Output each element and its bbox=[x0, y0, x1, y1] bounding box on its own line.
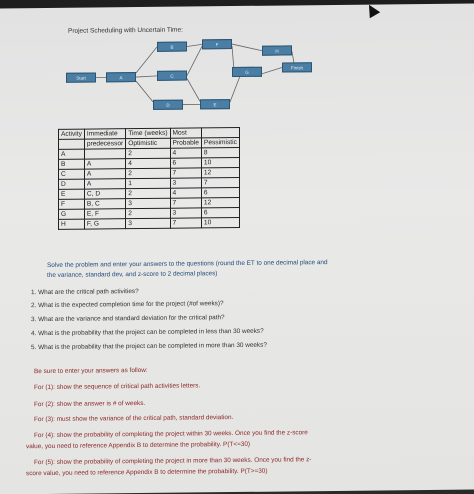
question-3: 3. What are the variance and standard deviation for the critical path? bbox=[31, 314, 225, 323]
node-start: Start bbox=[66, 72, 96, 82]
table-row bbox=[59, 217, 240, 229]
note-3: For (3): must show the variance of the critical path, standard deviation. bbox=[34, 414, 233, 423]
table-cell: 6 bbox=[170, 158, 201, 168]
table-cell: 2 bbox=[126, 208, 170, 218]
table-cell: 3 bbox=[170, 208, 201, 218]
table-cell: F, G bbox=[84, 219, 125, 229]
table-cell: 10 bbox=[201, 157, 239, 167]
node-g: G bbox=[232, 67, 262, 77]
table-cell: 4 bbox=[126, 158, 170, 168]
header-cell: Most bbox=[170, 128, 201, 138]
table-cell: A bbox=[59, 149, 85, 159]
header-cell: Immediate bbox=[84, 129, 125, 139]
table-cell: A bbox=[84, 169, 125, 179]
table-cell: H bbox=[59, 219, 85, 229]
table-cell: B bbox=[59, 159, 85, 169]
table-cell: 4 bbox=[170, 188, 201, 198]
question-4: 4. What is the probability that the project can be completed in less than 30 weeks? bbox=[31, 328, 264, 337]
node-d: D bbox=[153, 100, 183, 110]
node-finish: Finish bbox=[282, 62, 312, 72]
node-h: H bbox=[262, 45, 292, 55]
table-cell: A bbox=[84, 179, 125, 189]
note-header: Be sure to enter your answers as follow: bbox=[34, 367, 148, 375]
table-cell: 3 bbox=[170, 178, 201, 188]
node-a: A bbox=[106, 72, 136, 82]
note-1: For (1): show the sequence of critical path activities letters. bbox=[34, 382, 200, 391]
table-cell: 7 bbox=[170, 198, 201, 208]
table-cell: 8 bbox=[201, 147, 239, 157]
table-cell: 7 bbox=[170, 218, 201, 228]
node-c: C bbox=[157, 71, 187, 81]
header-cell: Optimistic bbox=[126, 138, 170, 148]
table-cell: D bbox=[59, 179, 85, 189]
node-e: E bbox=[200, 99, 230, 109]
table-cell: E bbox=[59, 189, 85, 199]
table-cell: 2 bbox=[126, 148, 170, 158]
header-cell: Probable bbox=[170, 138, 201, 148]
question-2: 2. What is the expected completion time for the project (#of weeks)? bbox=[31, 300, 224, 309]
header-cell: Time (weeks) bbox=[126, 128, 170, 138]
note-4: For (4): show the probability of completing the project within 30 weeks. Once you find the z-score bbox=[34, 429, 308, 439]
table-cell: E, F bbox=[84, 209, 125, 219]
question-1: 1. What are the critical path activities? bbox=[31, 288, 139, 296]
table-cell: 7 bbox=[170, 168, 201, 178]
note-5-cont: score value, you need to reference Appendix B to determine the probability. P(T>=30) bbox=[26, 468, 267, 478]
node-b: B bbox=[157, 42, 187, 52]
table-cell: 6 bbox=[201, 207, 239, 217]
table-cell: 7 bbox=[201, 177, 239, 187]
table-cell: 2 bbox=[126, 168, 170, 178]
table-cell: G bbox=[59, 209, 85, 219]
note-4-cont: value, you need to reference Appendix B to determine the probability. P(T<=30) bbox=[26, 441, 250, 450]
header-cell: predecessor bbox=[84, 139, 125, 149]
header-cell bbox=[59, 139, 85, 149]
table-cell: 12 bbox=[201, 197, 239, 207]
note-5: For (5): show the probability of completing the project in more than 30 weeks. Once you find the z- bbox=[34, 456, 311, 466]
question-5: 5. What is the probability that the project can be completed in more than 30 weeks? bbox=[31, 342, 267, 351]
table-cell: C, D bbox=[84, 189, 125, 199]
header-cell: Activity bbox=[59, 129, 85, 139]
node-f: F bbox=[202, 39, 232, 49]
note-2: For (2): show the answer is # of weeks. bbox=[34, 400, 145, 408]
worksheet-page bbox=[0, 4, 474, 494]
table-cell: 10 bbox=[201, 217, 239, 227]
table-cell: 4 bbox=[170, 148, 201, 158]
header-cell bbox=[201, 127, 239, 137]
table-cell: 1 bbox=[126, 178, 170, 188]
activity-table bbox=[58, 127, 240, 230]
table-cell: A bbox=[84, 159, 125, 169]
table-cell: B, C bbox=[84, 199, 125, 209]
table-cell: 12 bbox=[201, 167, 239, 177]
instructions-line-1: Solve the problem and enter your answers to the questions (round the ET to one decimal place and bbox=[47, 259, 328, 269]
table-cell: 6 bbox=[201, 187, 239, 197]
table-cell: C bbox=[59, 169, 85, 179]
header-cell: Pessimistic bbox=[201, 137, 239, 147]
diagram-title: Project Scheduling with Uncertain Time: bbox=[68, 27, 183, 35]
table-cell: 2 bbox=[126, 188, 170, 198]
table-cell: 3 bbox=[126, 198, 170, 208]
table-cell: 3 bbox=[126, 218, 170, 228]
table-cell bbox=[84, 149, 125, 159]
table-cell: F bbox=[59, 199, 85, 209]
instructions-line-2: the variance, standard dev, and z-score to 2 decimal places) bbox=[47, 270, 217, 279]
